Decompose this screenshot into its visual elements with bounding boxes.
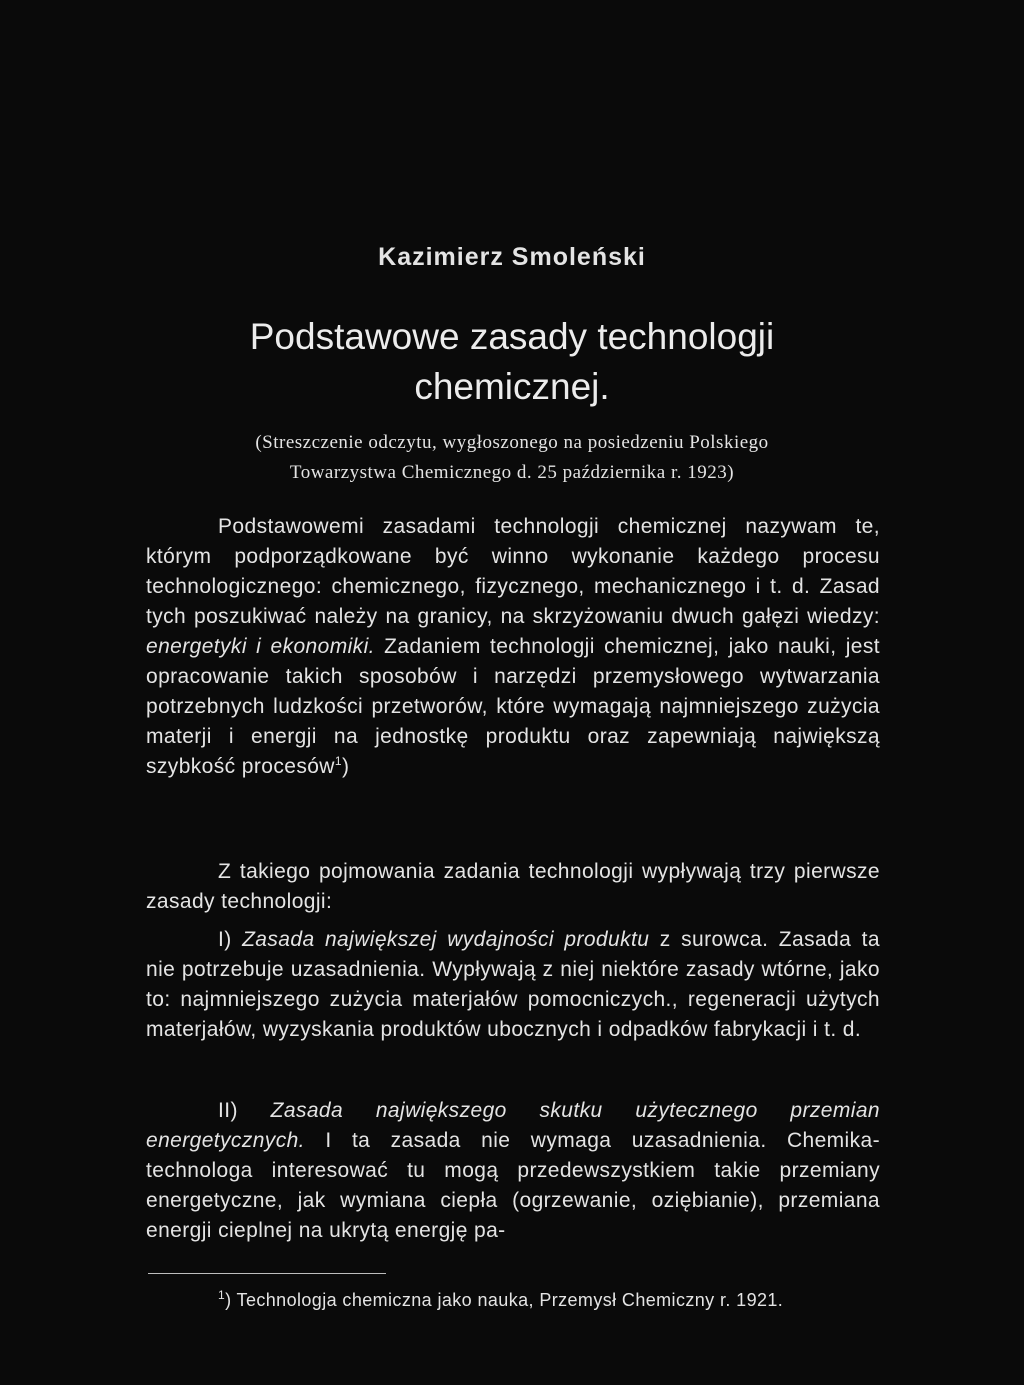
paragraph-1-text-c: ) [341,755,350,778]
author-name: Kazimierz Smoleński [378,243,646,271]
body-paragraph-2 [146,857,880,917]
title-line-1: Podstawowe zasady technologji [249,316,775,357]
footnote-reference: 1 [334,754,342,768]
paragraph-1-italic: energetyki i ekonomiki. [146,635,375,658]
paragraph-3-label: I) [218,928,243,951]
paragraph-4-label: II) [218,1099,271,1122]
footnote [218,1290,978,1311]
subtitle-line-1: (Streszczenie odczytu, wygłoszonego na posiedzeniu Polskiego [255,432,769,453]
body-paragraph-3 [146,925,880,1045]
title-line-2: chemicznej. [414,366,610,407]
paragraph-3-italic: Zasada największej wydajności produktu [242,928,650,951]
paragraph-1-text-a: Podstawowemi zasadami technologji chemicznej nazywam te, którym podporządkowane być winno wykonanie każdego procesu technologicznego: chemicznego, fizycznego, mechanicznego i t. d. Zasad tych poszukiwać należy na granicy, na skrzyżowaniu dwuch gałęzi wiedzy: [146,515,880,628]
subtitle-line-2: Towarzystwa Chemicznego d. 25 października r. 1923) [289,462,735,483]
paragraph-2-text: Z takiego pojmowania zadania technologji wypływają trzy pierwsze zasady technologji: [146,860,880,913]
footnote-text: ) Technologja chemiczna jako nauka, Przemysł Chemiczny r. 1921. [225,1290,784,1310]
paragraph-3-text: z surowca. Zasada ta nie potrzebuje uzasadnienia. Wypływają z niej niektóre zasady wtórne, jako to: najmniejszego zużycia materjałów pomocniczych., regeneracji użytych materjałów, wyzyskania produktów ubocznych i odpadków fabrykacji i t. d. [146,928,880,1041]
footnote-divider [148,1273,386,1274]
body-paragraph-4 [146,1096,880,1246]
body-paragraph-1 [146,512,880,782]
article-subtitle [0,428,1024,488]
paragraph-1-text-b: Zadaniem technologji chemicznej, jako nauki, jest opracowanie takich sposobów i narzędzi przemysłowego wytwarzania potrzebnych ludzkości przetworów, które wymagają najmniejszego zużycia materji i energji na jednostkę produktu oraz zapewniają największą szybkość procesów [146,635,880,778]
paragraph-4-italic: Zasada największego skutku użytecznego przemian energetycznych. [146,1099,880,1152]
article-title [0,312,1024,412]
footnote-mark: 1 [218,1288,226,1302]
paragraph-4-text: I ta zasada nie wymaga uzasadnienia. Chemika-technologa interesować tu mogą przedewszystkiem takie przemiany energetyczne, jak wymiana ciepła (ogrzewanie, oziębianie), przemiana energji cieplnej na ukrytą energję pa- [146,1129,880,1242]
